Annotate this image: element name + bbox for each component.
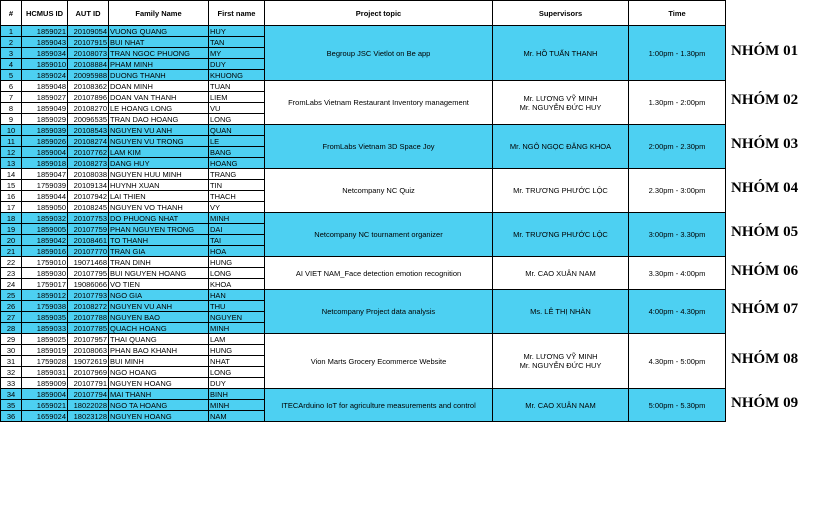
header-family-name: Family Name — [109, 1, 209, 26]
hcmus-id-cell: 1859009 — [22, 378, 68, 389]
first-name-cell: LAM — [209, 334, 265, 345]
row-number: 26 — [1, 301, 22, 312]
hcmus-id-cell: 1659021 — [22, 400, 68, 411]
family-name-cell: NGUYEN HOANG — [109, 411, 209, 422]
row-number: 16 — [1, 191, 22, 202]
first-name-cell: NGUYEN — [209, 312, 265, 323]
table-row — [1, 334, 726, 345]
header-row — [1, 1, 726, 26]
family-name-cell: TRAN DAO HOANG — [109, 114, 209, 125]
group-label: NHÓM 03 — [731, 136, 799, 152]
row-number: 27 — [1, 312, 22, 323]
group-label: NHÓM 02 — [731, 92, 799, 108]
row-number: 35 — [1, 400, 22, 411]
family-name-cell: LAM KIM — [109, 147, 209, 158]
family-name-cell: NGO TA HOANG — [109, 400, 209, 411]
hcmus-id-cell: 1659024 — [22, 411, 68, 422]
row-number: 36 — [1, 411, 22, 422]
family-name-cell: NGUYEN BAO — [109, 312, 209, 323]
first-name-cell: HOANG — [209, 158, 265, 169]
supervisor-name: Mr. NGÔ NGỌC ĐĂNG KHOA — [509, 142, 612, 151]
family-name-cell: BUI NGUYEN HOANG — [109, 268, 209, 279]
row-number: 23 — [1, 268, 22, 279]
row-number: 24 — [1, 279, 22, 290]
row-number: 2 — [1, 37, 22, 48]
project-topic-cell: Begroup JSC Vietlot on Be app — [265, 26, 493, 81]
row-number: 10 — [1, 125, 22, 136]
aut-id-cell: 20108273 — [68, 158, 109, 169]
time-slot-cell: 5:00pm - 5.30pm — [629, 389, 726, 422]
table-row — [1, 290, 726, 301]
time-slot-cell: 4:00pm - 4.30pm — [629, 290, 726, 334]
hcmus-id-cell: 1759017 — [22, 279, 68, 290]
group-label: NHÓM 06 — [731, 263, 799, 279]
row-number: 18 — [1, 213, 22, 224]
first-name-cell: MINH — [209, 323, 265, 334]
aut-id-cell: 20107794 — [68, 389, 109, 400]
hcmus-id-cell: 1859016 — [22, 246, 68, 257]
family-name-cell: PHAM MINH — [109, 59, 209, 70]
project-topic-cell: AI VIET NAM_Face detection emotion recognition — [265, 257, 493, 290]
supervisors-cell — [493, 290, 629, 334]
family-name-cell: LAI THIEN — [109, 191, 209, 202]
first-name-cell: DAI — [209, 224, 265, 235]
hcmus-id-cell: 1859004 — [22, 147, 68, 158]
row-number: 31 — [1, 356, 22, 367]
row-number: 28 — [1, 323, 22, 334]
header-time: Time — [629, 1, 726, 26]
aut-id-cell: 19072619 — [68, 356, 109, 367]
row-number: 32 — [1, 367, 22, 378]
hcmus-id-cell: 1859004 — [22, 389, 68, 400]
supervisor-name: Mr. TRƯƠNG PHƯỚC LỘC — [513, 186, 608, 195]
family-name-cell: NGUYEN VU TRONG — [109, 136, 209, 147]
family-name-cell: TRAN DINH — [109, 257, 209, 268]
hcmus-id-cell: 1759028 — [22, 356, 68, 367]
project-topic-cell: FromLabs Vietnam 3D Space Joy — [265, 125, 493, 169]
header-hcmus-id: HCMUS ID — [22, 1, 68, 26]
table-row — [1, 169, 726, 180]
table-row — [1, 26, 726, 37]
first-name-cell: BANG — [209, 147, 265, 158]
schedule-body — [1, 26, 726, 422]
first-name-cell: HUNG — [209, 345, 265, 356]
aut-id-cell: 20095988 — [68, 70, 109, 81]
row-number: 3 — [1, 48, 22, 59]
aut-id-cell: 20108272 — [68, 301, 109, 312]
hcmus-id-cell: 1859025 — [22, 334, 68, 345]
group-label: NHÓM 08 — [731, 351, 799, 367]
hcmus-id-cell: 1859024 — [22, 70, 68, 81]
table-row — [1, 81, 726, 92]
supervisors-cell — [493, 125, 629, 169]
hcmus-id-cell: 1859029 — [22, 114, 68, 125]
aut-id-cell: 20108461 — [68, 235, 109, 246]
table-row — [1, 125, 726, 136]
first-name-cell: DUY — [209, 59, 265, 70]
row-number: 17 — [1, 202, 22, 213]
aut-id-cell: 20108073 — [68, 48, 109, 59]
aut-id-cell: 20108038 — [68, 169, 109, 180]
time-slot-cell: 4.30pm - 5:00pm — [629, 334, 726, 389]
aut-id-cell: 20107793 — [68, 290, 109, 301]
row-number: 14 — [1, 169, 22, 180]
family-name-cell: DOAN MINH — [109, 81, 209, 92]
hcmus-id-cell: 1859044 — [22, 191, 68, 202]
aut-id-cell: 20107957 — [68, 334, 109, 345]
hcmus-id-cell: 1859019 — [22, 345, 68, 356]
time-slot-cell: 1:00pm - 1.30pm — [629, 26, 726, 81]
aut-id-cell: 20096535 — [68, 114, 109, 125]
project-topic-cell: Netcompany NC Quiz — [265, 169, 493, 213]
supervisor-name: Mr. TRƯƠNG PHƯỚC LỘC — [513, 230, 608, 239]
group-label: NHÓM 04 — [731, 180, 799, 196]
group-label: NHÓM 05 — [731, 224, 799, 240]
family-name-cell: BUI NHAT — [109, 37, 209, 48]
first-name-cell: TUAN — [209, 81, 265, 92]
row-number: 4 — [1, 59, 22, 70]
hcmus-id-cell: 1859050 — [22, 202, 68, 213]
family-name-cell: NGUYEN HUU MINH — [109, 169, 209, 180]
supervisors-cell — [493, 26, 629, 81]
first-name-cell: KHUONG — [209, 70, 265, 81]
family-name-cell: NGO GIA — [109, 290, 209, 301]
hcmus-id-cell: 1859034 — [22, 48, 68, 59]
family-name-cell: BUI MINH — [109, 356, 209, 367]
aut-id-cell: 20107896 — [68, 92, 109, 103]
aut-id-cell: 20107785 — [68, 323, 109, 334]
hcmus-id-cell: 1859012 — [22, 290, 68, 301]
hcmus-id-cell: 1859047 — [22, 169, 68, 180]
first-name-cell: TIN — [209, 180, 265, 191]
aut-id-cell: 19071468 — [68, 257, 109, 268]
first-name-cell: HAN — [209, 290, 265, 301]
first-name-cell: LONG — [209, 114, 265, 125]
aut-id-cell: 20107753 — [68, 213, 109, 224]
hcmus-id-cell: 1859018 — [22, 158, 68, 169]
aut-id-cell: 20108270 — [68, 103, 109, 114]
first-name-cell: HOA — [209, 246, 265, 257]
time-slot-cell: 2.30pm - 3:00pm — [629, 169, 726, 213]
aut-id-cell: 20108362 — [68, 81, 109, 92]
project-topic-cell: FromLabs Vietnam Restaurant Inventory management — [265, 81, 493, 125]
supervisors-cell — [493, 213, 629, 257]
supervisors-cell — [493, 81, 629, 125]
row-number: 7 — [1, 92, 22, 103]
supervisors-cell — [493, 257, 629, 290]
row-number: 22 — [1, 257, 22, 268]
supervisor-name: Mr. CAO XUÂN NAM — [525, 400, 596, 410]
first-name-cell: DUY — [209, 378, 265, 389]
aut-id-cell: 20107788 — [68, 312, 109, 323]
time-slot-cell: 3:00pm - 3.30pm — [629, 213, 726, 257]
hcmus-id-cell: 1859005 — [22, 224, 68, 235]
row-number: 6 — [1, 81, 22, 92]
aut-id-cell: 20107969 — [68, 367, 109, 378]
hcmus-id-cell: 1859032 — [22, 213, 68, 224]
first-name-cell: VU — [209, 103, 265, 114]
family-name-cell: DUONG THANH — [109, 70, 209, 81]
aut-id-cell: 20107762 — [68, 147, 109, 158]
row-number: 15 — [1, 180, 22, 191]
hcmus-id-cell: 1859030 — [22, 268, 68, 279]
table-row — [1, 257, 726, 268]
row-number: 20 — [1, 235, 22, 246]
row-number: 25 — [1, 290, 22, 301]
hcmus-id-cell: 1859043 — [22, 37, 68, 48]
family-name-cell: LE HOANG LONG — [109, 103, 209, 114]
family-name-cell: NGUYEN HOANG — [109, 378, 209, 389]
hcmus-id-cell: 1859042 — [22, 235, 68, 246]
first-name-cell: LIEM — [209, 92, 265, 103]
hcmus-id-cell: 1759039 — [22, 180, 68, 191]
family-name-cell: THAI QUANG — [109, 334, 209, 345]
aut-id-cell: 20107795 — [68, 268, 109, 279]
first-name-cell: MINH — [209, 400, 265, 411]
aut-id-cell: 20108245 — [68, 202, 109, 213]
hcmus-id-cell: 1859026 — [22, 136, 68, 147]
first-name-cell: TAI — [209, 235, 265, 246]
family-name-cell: TRAN GIA — [109, 246, 209, 257]
header-aut-id: AUT ID — [68, 1, 109, 26]
group-label: NHÓM 09 — [731, 395, 799, 411]
first-name-cell: BINH — [209, 389, 265, 400]
header-supervisors: Supervisors — [493, 1, 629, 26]
supervisors-cell — [493, 334, 629, 389]
supervisor-name: Mr. CAO XUÂN NAM — [525, 268, 596, 278]
supervisor-name: Mr. LƯƠNG VỸ MINH — [523, 352, 598, 361]
project-topic-cell: Netcompany Project data analysis — [265, 290, 493, 334]
header-first-name: First name — [209, 1, 265, 26]
family-name-cell: NGUYEN VU ANH — [109, 125, 209, 136]
family-name-cell: DOAN VAN THANH — [109, 92, 209, 103]
aut-id-cell: 20109134 — [68, 180, 109, 191]
aut-id-cell: 20107942 — [68, 191, 109, 202]
aut-id-cell: 20108063 — [68, 345, 109, 356]
header-project-topic: Project topic — [265, 1, 493, 26]
header-no: # — [1, 1, 22, 26]
family-name-cell: PHAN NGUYEN TRONG — [109, 224, 209, 235]
family-name-cell: MAI THANH — [109, 389, 209, 400]
hcmus-id-cell: 1859049 — [22, 103, 68, 114]
supervisor-name: Mr. NGUYỄN ĐỨC HUY — [519, 361, 602, 370]
first-name-cell: VY — [209, 202, 265, 213]
first-name-cell: MY — [209, 48, 265, 59]
aut-id-cell: 20108274 — [68, 136, 109, 147]
row-number: 33 — [1, 378, 22, 389]
family-name-cell: HUYNH XUAN — [109, 180, 209, 191]
row-number: 19 — [1, 224, 22, 235]
family-name-cell: NGUYEN VO THANH — [109, 202, 209, 213]
first-name-cell: NAM — [209, 411, 265, 422]
first-name-cell: KHOA — [209, 279, 265, 290]
supervisors-cell — [493, 169, 629, 213]
hcmus-id-cell: 1859021 — [22, 26, 68, 37]
project-topic-cell: ITECArduino IoT for agriculture measurements and control — [265, 389, 493, 422]
first-name-cell: LE — [209, 136, 265, 147]
first-name-cell: QUAN — [209, 125, 265, 136]
family-name-cell: VUONG QUANG — [109, 26, 209, 37]
table-row — [1, 213, 726, 224]
first-name-cell: TRANG — [209, 169, 265, 180]
family-name-cell: DO PHUONG NHAT — [109, 213, 209, 224]
family-name-cell: TO THANH — [109, 235, 209, 246]
aut-id-cell: 19086066 — [68, 279, 109, 290]
row-number: 13 — [1, 158, 22, 169]
first-name-cell: NHAT — [209, 356, 265, 367]
supervisor-name: Mr. LƯƠNG VỸ MINH — [523, 93, 598, 103]
hcmus-id-cell: 1859031 — [22, 367, 68, 378]
hcmus-id-cell: 1859048 — [22, 81, 68, 92]
aut-id-cell: 18023128 — [68, 411, 109, 422]
row-number: 11 — [1, 136, 22, 147]
family-name-cell: NGUYEN VU ANH — [109, 301, 209, 312]
family-name-cell: NGO HOANG — [109, 367, 209, 378]
row-number: 8 — [1, 103, 22, 114]
row-number: 29 — [1, 334, 22, 345]
table-row — [1, 389, 726, 400]
first-name-cell: MINH — [209, 213, 265, 224]
first-name-cell: HUNG — [209, 257, 265, 268]
hcmus-id-cell: 1859027 — [22, 92, 68, 103]
first-name-cell: LONG — [209, 268, 265, 279]
supervisor-name: Ms. LÊ THỊ NHÀN — [530, 307, 591, 316]
aut-id-cell: 18022028 — [68, 400, 109, 411]
supervisor-name: Mr. NGUYỄN ĐỨC HUY — [519, 102, 602, 112]
group-label: NHÓM 01 — [731, 43, 799, 59]
hcmus-id-cell: 1759010 — [22, 257, 68, 268]
time-slot-cell: 1.30pm - 2:00pm — [629, 81, 726, 125]
first-name-cell: THACH — [209, 191, 265, 202]
aut-id-cell: 20107791 — [68, 378, 109, 389]
aut-id-cell: 20107915 — [68, 37, 109, 48]
hcmus-id-cell: 1859039 — [22, 125, 68, 136]
family-name-cell: QUACH HOANG — [109, 323, 209, 334]
row-number: 9 — [1, 114, 22, 125]
aut-id-cell: 20107770 — [68, 246, 109, 257]
project-topic-cell: Netcompany NC tournament organizer — [265, 213, 493, 257]
time-slot-cell: 3.30pm - 4:00pm — [629, 257, 726, 290]
row-number: 12 — [1, 147, 22, 158]
row-number: 21 — [1, 246, 22, 257]
time-slot-cell: 2:00pm - 2.30pm — [629, 125, 726, 169]
first-name-cell: TAN — [209, 37, 265, 48]
hcmus-id-cell: 1859010 — [22, 59, 68, 70]
family-name-cell: TRAN NGOC PHUONG — [109, 48, 209, 59]
first-name-cell: LONG — [209, 367, 265, 378]
hcmus-id-cell: 1859035 — [22, 312, 68, 323]
aut-id-cell: 20107759 — [68, 224, 109, 235]
family-name-cell: VO TIEN — [109, 279, 209, 290]
supervisors-cell — [493, 389, 629, 422]
aut-id-cell: 20108884 — [68, 59, 109, 70]
row-number: 5 — [1, 70, 22, 81]
family-name-cell: DANG HUY — [109, 158, 209, 169]
supervisor-name: Mr. HỒ TUẤN THANH — [523, 48, 598, 58]
aut-id-cell: 20109054 — [68, 26, 109, 37]
hcmus-id-cell: 1759038 — [22, 301, 68, 312]
group-label: NHÓM 07 — [731, 301, 799, 317]
aut-id-cell: 20108543 — [68, 125, 109, 136]
row-number: 34 — [1, 389, 22, 400]
row-number: 30 — [1, 345, 22, 356]
first-name-cell: THU — [209, 301, 265, 312]
first-name-cell: HUY — [209, 26, 265, 37]
project-topic-cell: Vion Marts Grocery Ecommerce Website — [265, 334, 493, 389]
hcmus-id-cell: 1859033 — [22, 323, 68, 334]
row-number: 1 — [1, 26, 22, 37]
family-name-cell: PHAN BAO KHANH — [109, 345, 209, 356]
